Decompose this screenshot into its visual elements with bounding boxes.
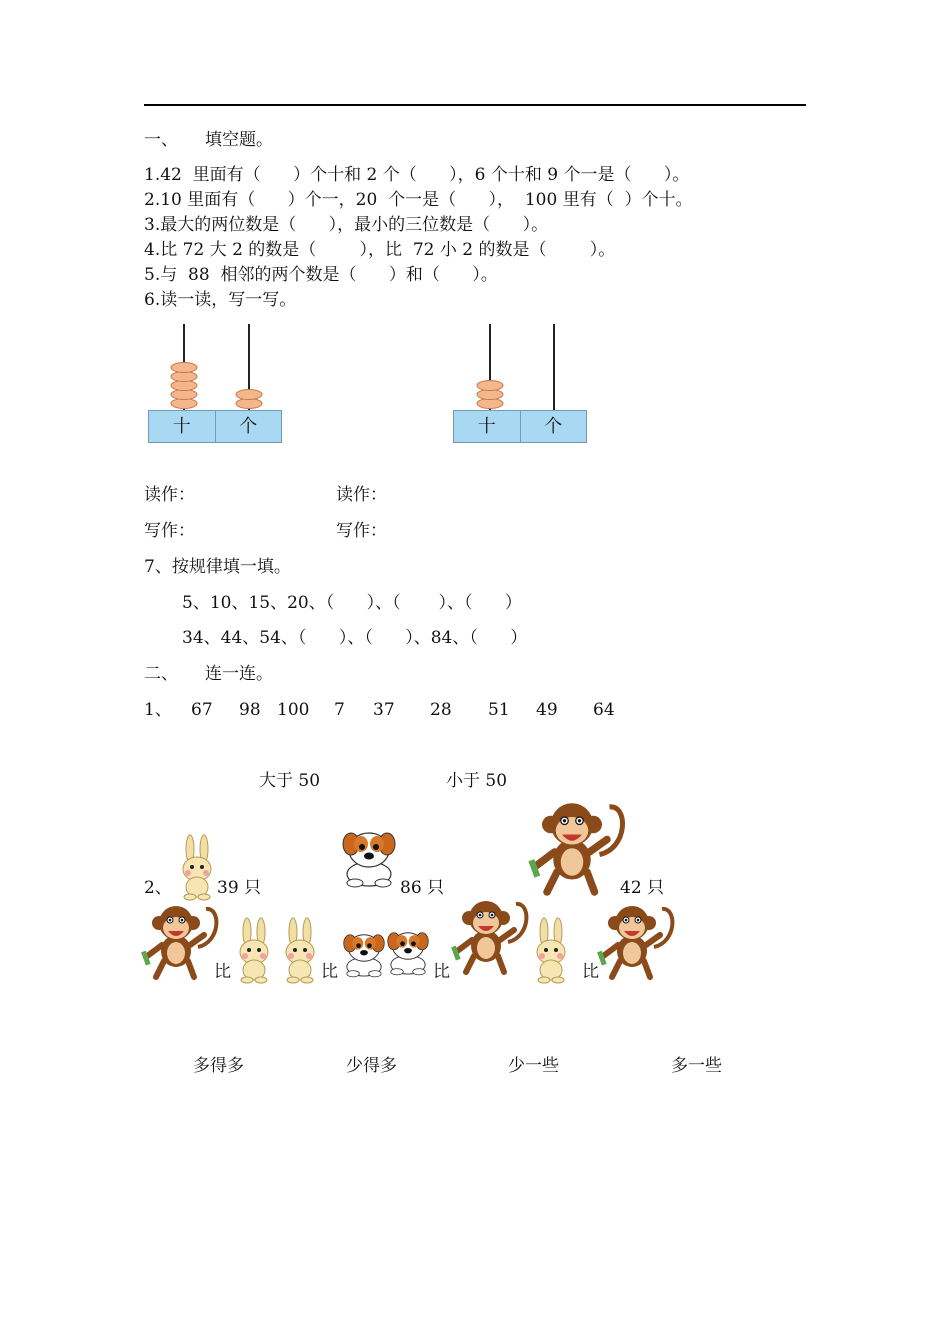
q2-prefix: 2、 [144,878,172,898]
number-item: 49 [536,700,558,720]
rabbit-icon [527,918,575,984]
section2-title: 二、 连一连。 [144,664,274,684]
write-label-1: 写作： [144,521,195,541]
read-label-1: 读作： [144,485,195,505]
monkey-icon [452,900,528,976]
sequence-2: 34、44、54、（ ）、（ ）、84、（ ） [182,628,528,648]
compare-word: 比 [214,962,231,982]
number-item: 7 [334,700,345,720]
compare-word: 比 [433,962,450,982]
abacus-2-tens-cell: 十 [454,411,521,442]
abacus-2 [453,322,587,444]
number-item: 67 [191,700,213,720]
monkey-count: 42 只 [620,878,665,898]
greater-than-50-label: 大于 50 [259,771,321,791]
write-label-2: 写作： [336,521,387,541]
abacus-bead [236,390,262,400]
dog-icon [384,926,434,982]
abacus-bead [171,363,197,373]
sequence-1: 5、10、15、20、（ ）、（ ）、（ ） [182,593,522,613]
number-item: 28 [430,700,452,720]
header-rule [144,104,806,106]
abacus-2-ones-cell: 个 [544,416,563,437]
read-label-2: 读作： [336,485,387,505]
option-a-little-less: 少一些 [508,1056,559,1076]
monkey-icon [142,905,214,981]
question-1: 1.42 里面有（ ）个十和 2 个（ ），6 个十和 9 个一是（ ）。 [144,165,690,185]
abacus-1-base [148,410,282,443]
monkey-icon [598,905,670,981]
dog-count: 86 只 [400,878,445,898]
number-item: 98 [239,700,261,720]
section1-title: 一、 填空题。 [144,130,274,150]
monkey-icon [528,800,624,896]
option-a-little-more: 多一些 [671,1056,722,1076]
abacus-2-base [453,410,587,443]
number-item: 64 [593,700,615,720]
abacus-1 [148,322,282,444]
question-4: 4.比 72 大 2 的数是（ ），比 72 小 2 的数是（ ）。 [144,240,616,260]
question-6: 6.读一读，写一写。 [144,290,297,310]
abacus-1-tens-cell: 十 [149,411,216,442]
question-3: 3.最大的两位数是（ ），最小的三位数是（ ）。 [144,215,549,235]
question-2: 2.10 里面有（ ）个一，20 个一是（ ）， 100 里有（ ）个十。 [144,190,693,210]
number-item: 100 [277,700,310,720]
dog-icon [337,822,401,892]
rabbit-icon [173,835,223,905]
dog-icon [340,928,390,984]
option-much-less: 少得多 [346,1056,397,1076]
option-much-more: 多得多 [193,1056,244,1076]
number-item: 37 [373,700,395,720]
q1-prefix: 1、 [144,700,172,720]
question-5: 5.与 88 相邻的两个数是（ ）和（ ）。 [144,265,498,285]
compare-word: 比 [582,962,599,982]
rabbit-count: 39 只 [217,878,262,898]
rabbit-icon [276,918,324,984]
compare-word: 比 [321,962,338,982]
rabbit-icon [230,918,278,984]
less-than-50-label: 小于 50 [446,771,508,791]
question-7: 7、按规律填一填。 [144,557,291,577]
abacus-1-ones-cell: 个 [239,416,258,437]
abacus-bead [477,381,503,391]
number-item: 51 [488,700,510,720]
